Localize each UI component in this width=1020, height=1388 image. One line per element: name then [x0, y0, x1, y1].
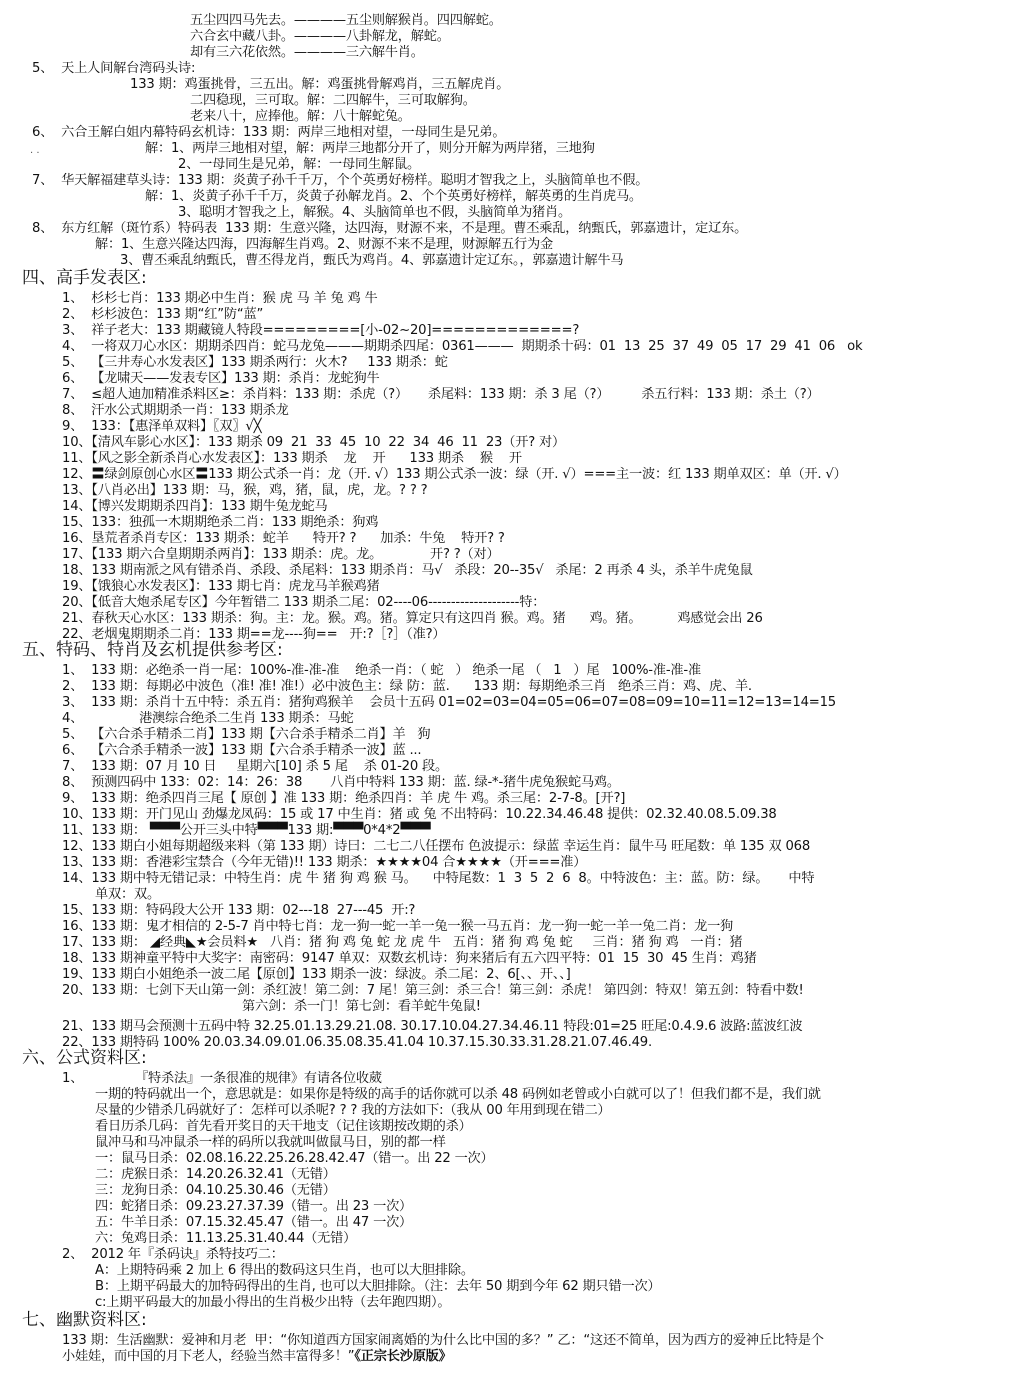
list-item-text: 7、 133 期：07 月 10 日 星期六[10] 杀 5 尾 杀 01-20 段。	[62, 759, 448, 774]
list-item	[62, 387, 820, 403]
list-item-text: 14、133 期中特无错记录：中特生肖：虎 牛 猪 狗 鸡 猴 马。 中特尾数：1 3 5 2 6 8。中特波色：主：蓝。防：绿。 中特	[62, 871, 815, 886]
list-item-text: 10、133 期：开门见山 劲爆龙凤码：15 或 17 中生肖：猪 或 兔 不出特码：10.22.34.46.48 提供：02.32.40.08.5.09.38	[62, 807, 777, 822]
list-item	[62, 695, 836, 711]
list-item-text: 21、133 期马会预测十五码中特 32.25.01.13.29.21.08. 30.17.10.04.27.34.46.11 特段:01=25 旺尾:0.4.9.6 波路:蓝波红波	[62, 1019, 803, 1034]
list-item	[95, 1119, 472, 1135]
list-item	[62, 855, 586, 871]
list-item	[62, 967, 571, 983]
list-item	[62, 403, 289, 419]
list-item	[62, 791, 625, 807]
list-item	[62, 1349, 452, 1365]
list-item	[62, 547, 500, 563]
list-item	[62, 515, 378, 531]
list-item	[62, 339, 862, 355]
list-item-text: 15、133 期：特码段大公开 133 期：02---18 27---45 开:?	[62, 903, 416, 918]
text-line-text: 解：1、炎黄子孙千千万，炎黄子孙解龙肖。2、个个英勇好榜样，解英勇的生肖虎马。	[145, 189, 642, 204]
list-item-text: 21、春秋天心水区：133 期杀：狗。主：龙。猴。鸡。猪。算定只有这四肖 猴。鸡。猪 鸡。猪。 鸡感觉会出 26	[62, 611, 763, 626]
list-item-text: 4、 港澳综合绝杀二生肖 133 期杀：马蛇	[62, 711, 354, 726]
list-item	[62, 483, 427, 499]
list-item	[62, 419, 261, 435]
source-tag: 《正宗长沙原版》	[354, 1349, 452, 1364]
list-item-text: 11、133 期： ▀▀▀公开三头中特▀▀▀133 期:▀▀▀0*4*2▀▀▀	[62, 823, 431, 838]
list-item	[62, 1247, 284, 1263]
list-item	[95, 1263, 474, 1279]
section-heading: 四、高手发表区:	[22, 268, 147, 288]
list-item	[95, 1215, 412, 1231]
list-item	[62, 743, 421, 759]
list-item-text: B：上期平码最大的加特码得出的生肖, 也可以大胆排除。（注：去年 50 期到今年 62 期只错一次）	[95, 1279, 661, 1294]
section-heading: 七、幽默资料区:	[22, 1310, 147, 1330]
list-item-text: 6、 【龙啸天——发表专区】133 期：杀肖：龙蛇狗牛	[62, 371, 380, 386]
text-line	[32, 221, 747, 237]
list-item-text: 20、【低音大炮杀尾专区】今年暂错二 133 期杀二尾：02----06--------------------特：	[62, 595, 546, 610]
list-item	[62, 679, 752, 695]
list-item-text: 1、 133 期：必绝杀一肖一尾：100%-准-准-准 绝杀一肖：（ 蛇 ） 绝杀一尾 （ 1 ）尾 100%-准-准-准	[62, 663, 701, 678]
list-item-text: 18、133 期神童平特中大奖字：南密码：9147 单双：双数玄机诗：狗来猪后有五六四平特：01 15 30 45 生肖：鸡猪	[62, 951, 757, 966]
list-item-text: 12、〓绿剑原创心水区〓133 期公式杀一肖：龙（开. √）133 期公式杀一波：绿（开. √）===主一波：红 133 期单双区：单（开. √）	[62, 467, 847, 482]
list-item	[62, 983, 804, 999]
margin-dots: · ·	[30, 148, 40, 159]
list-item	[62, 595, 545, 611]
section-heading: 六、公式资料区:	[22, 1048, 147, 1068]
list-item	[62, 355, 448, 371]
list-item	[95, 1279, 660, 1295]
list-item	[62, 935, 742, 951]
list-item	[95, 1167, 336, 1183]
list-item	[95, 1199, 412, 1215]
list-item	[62, 1071, 382, 1087]
list-item-text: 8、 预测四码中 133：02：14：26：38 八肖中特料 133 期：蓝. 绿-*-猪牛虎兔猴蛇马鸡。	[62, 775, 620, 790]
text-line-text: 老来八十，应捧他。解：八十解蛇兔。	[190, 109, 411, 124]
list-item-text: 19、133 期白小姐绝杀一波二尾【原创】133 期杀一波：绿波。杀二尾：2、6[、、开、、]	[62, 967, 571, 982]
list-item-text: 18、133 期南派之风有错杀肖、杀段、杀尾料：133 期杀肖：马√ 杀段：20--35√ 杀尾：2 再杀 4 头，杀羊牛虎兔鼠	[62, 563, 753, 578]
list-item-text: 5、 【六合杀手精杀二肖】133 期【六合杀手精杀二肖】羊 狗	[62, 727, 431, 742]
list-item	[95, 1103, 611, 1119]
list-item-text: 13、【八肖必出】133 期：马，猴，鸡，猪，鼠，虎，龙。? ? ?	[62, 483, 428, 498]
list-item-text: 二：虎猴日杀：14.20.26.32.41（无错）	[95, 1167, 336, 1182]
list-item	[95, 1231, 356, 1247]
list-item-text: 22、老烟鬼期期杀二肖：133 期==龙----狗== 开:?［?］（准?）	[62, 627, 446, 642]
list-item	[62, 435, 565, 451]
text-line-text: 133 期：鸡蛋挑骨，三五出。解：鸡蛋挑骨解鸡肖，三五解虎肖。	[130, 77, 510, 92]
list-item-text: 单双：双。	[95, 887, 160, 902]
list-item	[95, 1151, 494, 1167]
list-item-text: 2、 133 期：每期必中波色（准! 准! 准!）必中波色主：绿 防：蓝. 133 期：每期绝杀三肖 绝杀三肖：鸡、虎、羊.	[62, 679, 752, 694]
text-line	[32, 173, 648, 189]
text-line	[190, 29, 450, 45]
list-item	[62, 579, 379, 595]
list-item-text: 1、 杉杉七肖：133 期必中生肖：猴 虎 马 羊 兔 鸡 牛	[62, 291, 378, 306]
list-item-text: 四：蛇猪日杀：09.23.27.37.39（错一。出 23 一次）	[95, 1199, 413, 1214]
list-item	[62, 1019, 802, 1035]
list-item	[62, 711, 353, 727]
list-item	[95, 1183, 336, 1199]
list-item	[62, 775, 620, 791]
text-line	[190, 109, 411, 125]
list-item-text: 19、【饿狼心水发表区】：133 期七肖：虎龙马羊猴鸡猪	[62, 579, 380, 594]
list-item-text: 16、133 期：鬼才相信的 2-5-7 肖中特七肖：龙一狗一蛇一羊一兔一猴一马五肖：龙一狗一蛇一羊一兔二肖：龙一狗	[62, 919, 734, 934]
list-item	[62, 759, 448, 775]
list-item	[95, 1295, 450, 1311]
list-item-text: 17、【133 期六合皇期期杀两肖】：133 期杀：虎。龙。 开? ?（对）	[62, 547, 500, 562]
list-item	[62, 307, 263, 323]
text-line-text: 五尘四四马先去。————五尘则解猴肖。四四解蛇。	[190, 13, 502, 28]
text-line-text: 六合玄中藏八卦。————八卦解龙，解蛇。	[190, 29, 450, 44]
list-item-text: 20、133 期：七剑下天山第一剑：杀红波！第二剑：7 尾！第三剑：杀三合！第三剑：杀虎！ 第四剑：特双！第五剑：特看中数!	[62, 983, 804, 998]
section-heading: 五、特码、特肖及玄机提供参考区:	[22, 640, 283, 660]
list-item	[62, 563, 753, 579]
list-item	[62, 531, 505, 547]
text-line	[145, 141, 595, 157]
text-line	[32, 125, 505, 141]
list-item	[62, 871, 814, 887]
list-item-text: 1、 『特杀法』一条很准的规律》有请各位收葳	[62, 1071, 382, 1086]
text-line-text: 解：1、生意兴隆达四海，四海解生肖鸡。2、财源不来不是理，财源解五行为金	[95, 237, 553, 252]
list-item	[62, 451, 522, 467]
text-line	[190, 93, 476, 109]
list-item-text: 6、 【六合杀手精杀一波】133 期【六合杀手精杀一波】蓝 ...	[62, 743, 422, 758]
list-item-text: 4、 一将双刀心水区：期期杀四肖：蛇马龙兔———期期杀四尾：0361——— 期期杀十码：01 13 25 37 49 05 17 29 41 06 ok	[62, 339, 863, 354]
list-item-text: 六：兔鸡日杀：11.13.25.31.40.44（无错）	[95, 1231, 357, 1246]
text-line	[130, 77, 509, 93]
list-item	[95, 887, 160, 903]
text-line	[178, 157, 420, 173]
list-item-text: 9、 133 期：绝杀四肖三尾【 原创 】准 133 期：绝杀四肖：羊 虎 牛 鸡。杀三尾：2-7-8。[开?]	[62, 791, 626, 806]
list-item-text: 5、 【三井寿心水发表区】133 期杀两行：火木? 133 期杀：蛇	[62, 355, 448, 370]
text-line-text: 解：1、两岸三地相对望，解：两岸三地都分开了，则分开解为两岸猪，三地狗	[145, 141, 595, 156]
text-line-text: 3、曹丕乘乱纳甄氏，曹丕得龙肖，甄氏为鸡肖。4、郭嘉遗计定辽东。，郭嘉遗计解牛马	[120, 253, 624, 268]
list-item	[95, 1135, 446, 1151]
list-item	[62, 807, 777, 823]
list-item-text: 133 期：生活幽默：爱神和月老 甲：“你知道西方国家闹离婚的为什么比中国的多？” 乙：“这还不简单，因为西方的爱神丘比特是个	[62, 1333, 824, 1348]
list-item	[62, 823, 430, 839]
list-item-text: 14、【博兴发期期杀四肖】：133 期牛兔龙蛇马	[62, 499, 328, 514]
list-item-text: 9、 133：【惠泽单双料】〖双〗√╳	[62, 419, 262, 434]
list-item	[62, 371, 379, 387]
list-item-text: 三：龙狗日杀：04.10.25.30.46（无错）	[95, 1183, 336, 1198]
list-item	[62, 467, 847, 483]
text-line-text: 7、 华天解福建草头诗：133 期：炎黄子孙千千万，个个英勇好榜样。聪明才智我之上，头脑简单也不假。	[32, 173, 649, 188]
text-line-text: 6、 六合王解白姐内幕特码玄机诗：133 期：两岸三地相对望，一母同生是兄弟。	[32, 125, 506, 140]
list-item-text: 3、 祥子老大：133 期藏镜人特段=========[小-02~20]=============?	[62, 323, 580, 338]
text-line-text: 2、一母同生是兄弟，解：一母同生解鼠。	[178, 157, 420, 172]
list-item	[62, 1035, 652, 1051]
list-item-text: 7、 ≤超人迪加精准杀料区≥：杀肖料：133 期：杀虎（?） 杀尾料：133 期：杀 3 尾（?） 杀五行料：133 期：杀土（?）	[62, 387, 820, 402]
text-line	[120, 253, 623, 269]
list-item	[62, 903, 415, 919]
list-item	[62, 951, 757, 967]
text-line	[190, 45, 424, 61]
list-item-text: 22、133 期特码 100% 20.03.34.09.01.06.35.08.35.41.04 10.37.15.30.33.31.28.21.07.46.49.	[62, 1035, 652, 1050]
list-item	[95, 1087, 821, 1103]
text-line	[190, 13, 502, 29]
list-item-text: 3、 133 期：杀肖十五中特：杀五肖：猪狗鸡猴羊 会员十五码 01=02=03=04=05=06=07=08=09=10=11=12=13=14=15	[62, 695, 836, 710]
text-line	[95, 237, 553, 253]
list-item-text: 一期的特码就出一个，意思就是：如果你是特级的高手的话你就可以杀 48 码例如老曾或小白就可以了！但我们都不是，我们就	[95, 1087, 821, 1102]
list-item-text: 11、【风之影全新杀肖心水发表区】：133 期杀 龙 开 133 期杀 猴 开	[62, 451, 522, 466]
list-item-text: 2、 2012 年『杀码诀』杀特技巧二：	[62, 1247, 284, 1262]
list-item-text: 15、133：独孤一木期期绝杀二肖：133 期绝杀：狗鸡	[62, 515, 379, 530]
list-item	[62, 291, 377, 307]
list-item-text: 12、133 期白小姐每期超级来料（第 133 期）诗曰：二七二八任摆布 色波提示：绿蓝 幸运生肖：鼠牛马 旺尾数：单 135 双 068	[62, 839, 811, 854]
list-item-text: 鼠冲马和马冲鼠杀一样的码所以我就叫做鼠马日，别的都一样	[95, 1135, 446, 1150]
list-item	[62, 499, 328, 515]
list-item-text: 看日历杀几码：首先看开奖日的天干地支（记住该期按改期的杀）	[95, 1119, 472, 1134]
text-line-text: 8、 东方红解（斑竹系）特码表 133 期：生意兴隆，达四海，财源不来，不是理。曹丕乘乱，纳甄氏，郭嘉遗计，定辽东。	[32, 221, 748, 236]
list-item-text: 16、垦荒者杀肖专区：133 期杀：蛇羊 特开? ? 加杀：牛兔 特开? ?	[62, 531, 505, 546]
text-line-text: 3、聪明才智我之上，解猴。4、头脑简单也不假，头脑简单为猪肖。	[178, 205, 572, 220]
text-line-text: 二四稳现，三可取。解：二四解牛，三可取解狗。	[190, 93, 476, 108]
list-item-text: 小娃娃，而中国的月下老人，经验当然丰富得多！”	[62, 1349, 355, 1364]
text-line	[145, 189, 642, 205]
text-line-text: 5、 天上人间解台湾码头诗:	[32, 61, 196, 76]
list-item	[62, 839, 810, 855]
list-item-text: c:上期平码最大的加最小得出的生肖极少出特（去年跑四期）。	[95, 1295, 451, 1310]
list-item-text: 13、133 期：香港彩宝禁合（今年无错)!! 133 期杀：★★★★04 合★★★★（开===准）	[62, 855, 587, 870]
list-item	[242, 999, 481, 1015]
list-item	[62, 663, 701, 679]
list-item	[62, 611, 763, 627]
list-item-text: 第六剑：杀一门！第七剑：看羊蛇牛兔鼠!	[242, 999, 481, 1014]
list-item-text: 五：牛羊日杀：07.15.32.45.47（错一。出 47 一次）	[95, 1215, 413, 1230]
list-item-text: A：上期特码乘 2 加上 6 得出的数码这只生肖，也可以大胆排除。	[95, 1263, 474, 1278]
list-item-text: 8、 汗水公式期期杀一肖：133 期杀龙	[62, 403, 289, 418]
list-item-text: 一：鼠马日杀：02.08.16.22.25.26.28.42.47（错一。出 22 一次）	[95, 1151, 494, 1166]
text-line	[178, 205, 571, 221]
list-item-text: 尽量的少错杀几码就好了：怎样可以杀呢? ? ? 我的方法如下:（我从 00 年用到现在错二）	[95, 1103, 611, 1118]
list-item	[62, 727, 430, 743]
list-item	[62, 919, 733, 935]
text-line-text: 却有三六花依然。————三六解牛肖。	[190, 45, 424, 60]
list-item	[62, 323, 579, 339]
text-line	[32, 61, 195, 77]
list-item	[62, 1333, 824, 1349]
list-item-text: 10、【清风车影心水区】：133 期杀 09 21 33 45 10 22 34 46 11 23（开? 对）	[62, 435, 565, 450]
list-item-text: 17、133 期： ◢经典◣★会员料★ 八肖：猪 狗 鸡 兔 蛇 龙 虎 牛 五肖：猪 狗 鸡 兔 蛇 三肖：猪 狗 鸡 一肖：猪	[62, 935, 743, 950]
list-item-text: 2、 杉杉波色：133 期“红”防“蓝”	[62, 307, 264, 322]
